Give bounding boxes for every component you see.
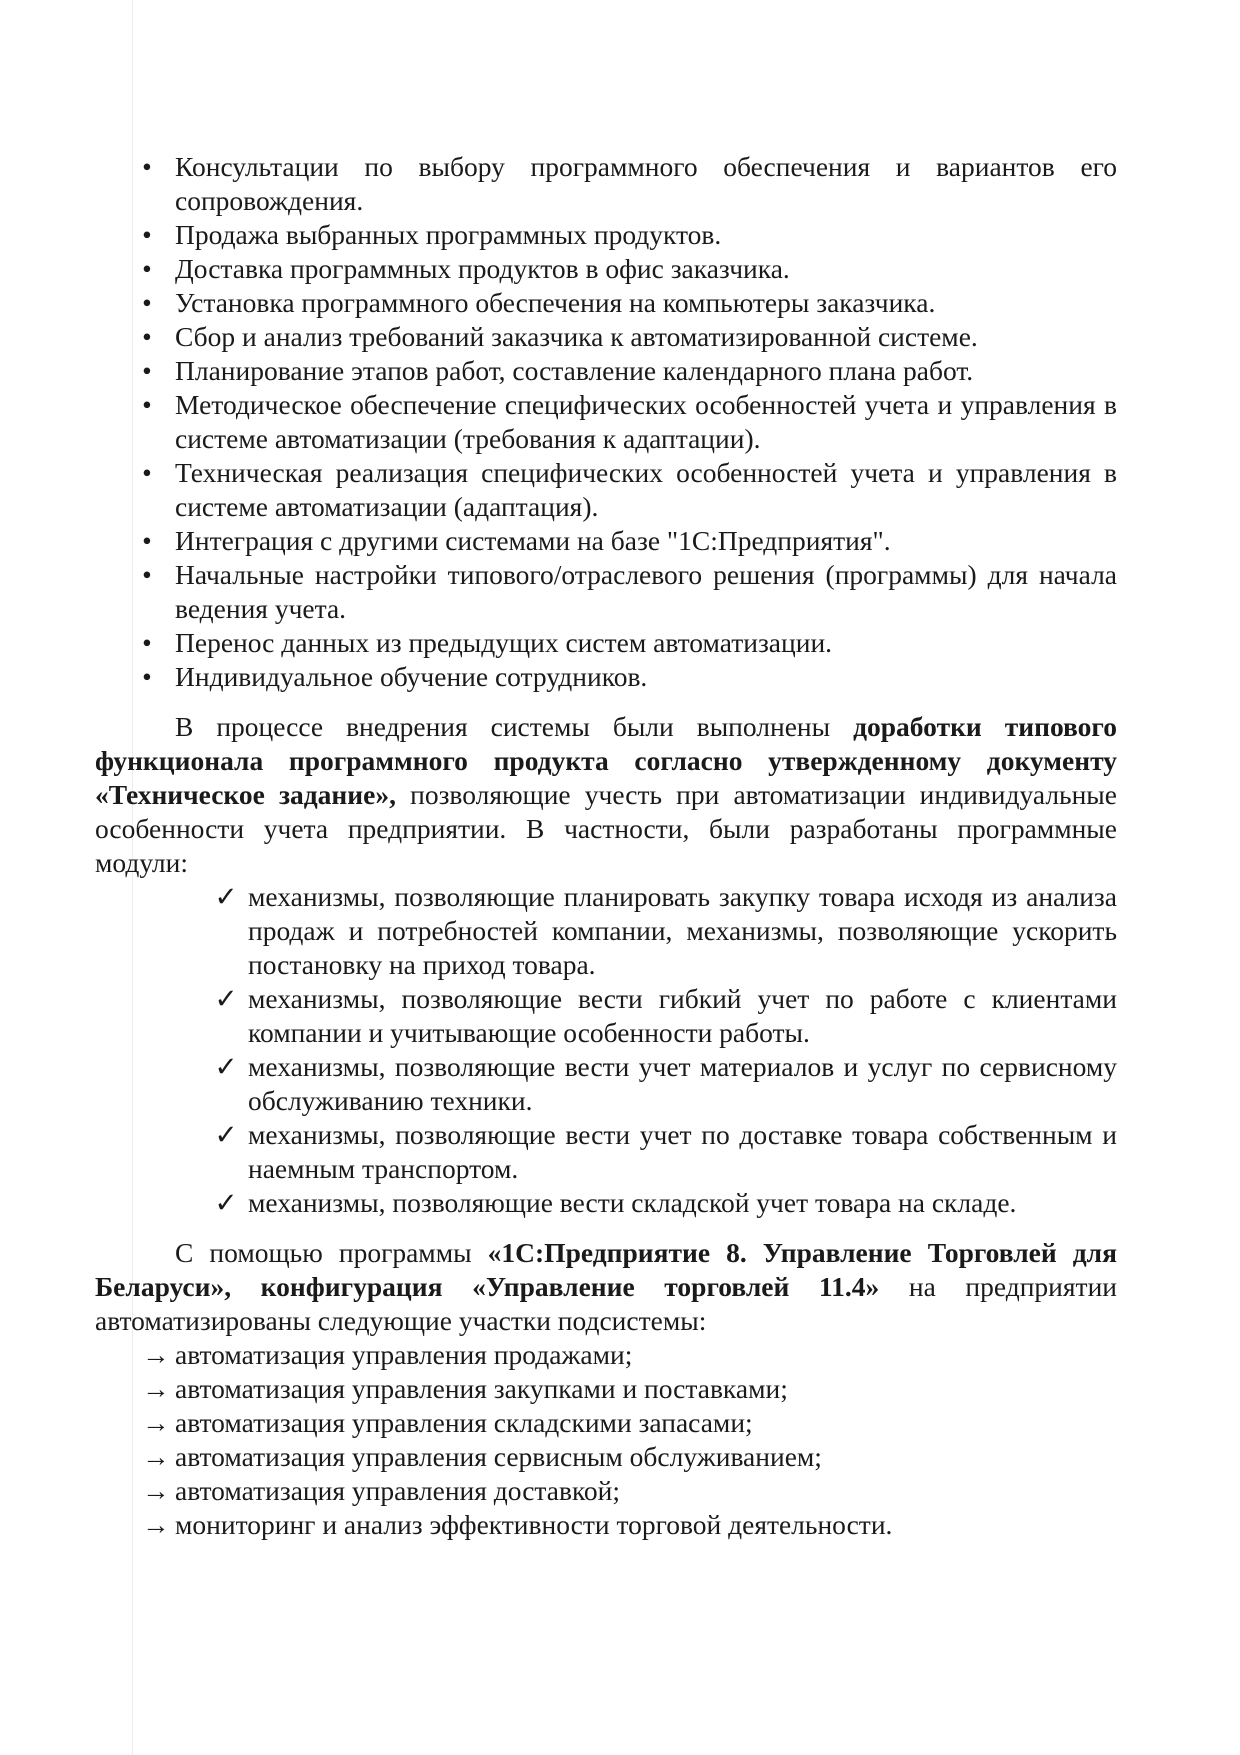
- bullet-icon: •: [142, 525, 152, 556]
- modules-list: [95, 880, 1117, 1220]
- list-item: • Начальные настройки типового/отраслевого решения (программы) для начала ведения учета.: [95, 558, 1117, 626]
- list-item: ✓ механизмы, позволяющие вести учет по доставке товара собственным и наемным транспортом.: [214, 1119, 1117, 1184]
- list-item: → мониторинг и анализ эффективности торговой деятельности.: [95, 1508, 1117, 1542]
- list-item: • Установка программного обеспечения на компьютеры заказчика.: [95, 286, 1117, 320]
- checkmark-icon: ✓: [214, 983, 238, 1014]
- bullet-icon: •: [142, 661, 152, 692]
- bullet-icon: •: [142, 559, 152, 590]
- checkmark-icon: ✓: [214, 881, 238, 912]
- list-item: • Перенос данных из предыдущих систем автоматизации.: [95, 626, 1117, 660]
- list-item: • Сбор и анализ требований заказчика к автоматизированной системе.: [95, 320, 1117, 354]
- checkmark-icon: ✓: [214, 1119, 238, 1150]
- bullet-icon: •: [142, 321, 152, 352]
- list-item: • Техническая реализация специфических особенностей учета и управления в системе автоматизации (адаптация).: [95, 456, 1117, 524]
- bold-phrase: «1С:Предприятие 8. Управление Торговлей для Беларуси», конфигурация «Управление торговлей 11.4»: [95, 1237, 1117, 1302]
- services-list: [95, 150, 1117, 694]
- bullet-icon: •: [142, 627, 152, 658]
- list-item: ✓ механизмы, позволяющие планировать закупку товара исходя из анализа продаж и потребностей компании, механизмы, позволяющие ускорить постановку на приход товара.: [214, 881, 1117, 980]
- bullet-icon: •: [142, 219, 152, 250]
- list-item: ✓ механизмы, позволяющие вести гибкий учет по работе с клиентами компании и учитывающие особенности работы.: [214, 983, 1117, 1048]
- document-page: [95, 150, 1117, 1542]
- list-item: ✓ механизмы, позволяющие вести учет материалов и услуг по сервисному обслуживанию техники.: [214, 1051, 1117, 1116]
- list-item: • Индивидуальное обучение сотрудников.: [95, 660, 1117, 694]
- bullet-icon: •: [142, 389, 152, 420]
- list-item: → автоматизация управления доставкой;: [95, 1474, 1117, 1508]
- bullet-icon: •: [142, 151, 152, 182]
- list-item: • Доставка программных продуктов в офис заказчика.: [95, 252, 1117, 286]
- bullet-icon: •: [142, 253, 152, 284]
- bold-phrase: доработки типового функционала программного продукта согласно утвержденному документу «Техническое задание»,: [95, 711, 1117, 810]
- list-item: • Методическое обеспечение специфических особенностей учета и управления в системе автоматизации (требования к адаптации).: [95, 388, 1117, 456]
- program-paragraph: С помощью программы «1С:Предприятие 8. Управление Торговлей для Беларуси», конфигурация «Управление торговлей 11.4» на предприятии автоматизированы следующие участки подсистемы:: [95, 1237, 1118, 1336]
- bullet-icon: •: [142, 355, 152, 386]
- arrow-right-icon: →: [142, 1441, 170, 1472]
- arrow-right-icon: →: [142, 1407, 170, 1438]
- list-item: → автоматизация управления закупками и поставками;: [95, 1372, 1117, 1406]
- checkmark-icon: ✓: [214, 1187, 238, 1218]
- checkmark-icon: ✓: [214, 1051, 238, 1082]
- list-item: • Консультации по выбору программного обеспечения и вариантов его сопровождения.: [95, 150, 1117, 218]
- list-item: • Интеграция с другими системами на базе "1С:Предприятия".: [95, 524, 1117, 558]
- list-item: → автоматизация управления складскими запасами;: [95, 1406, 1117, 1440]
- bullet-icon: •: [142, 287, 152, 318]
- arrow-right-icon: →: [142, 1373, 170, 1404]
- arrow-right-icon: →: [142, 1509, 170, 1540]
- bullet-icon: •: [142, 457, 152, 488]
- subsystems-list: [95, 1338, 1117, 1542]
- list-item: → автоматизация управления сервисным обслуживанием;: [95, 1440, 1117, 1474]
- implementation-paragraph: В процессе внедрения системы были выполнены доработки типового функционала программного продукта согласно утвержденному документу «Техническое задание», позволяющие учесть при автоматизации индивидуальные особенности учета предприятии. В частности, были разработаны программные модули:: [95, 711, 1117, 878]
- list-item: • Планирование этапов работ, составление календарного плана работ.: [95, 354, 1117, 388]
- list-item: → автоматизация управления продажами;: [95, 1338, 1117, 1372]
- list-item: ✓ механизмы, позволяющие вести складской учет товара на складе.: [214, 1187, 1017, 1218]
- arrow-right-icon: →: [142, 1339, 170, 1370]
- arrow-right-icon: →: [142, 1475, 170, 1506]
- list-item: • Продажа выбранных программных продуктов.: [95, 218, 1117, 252]
